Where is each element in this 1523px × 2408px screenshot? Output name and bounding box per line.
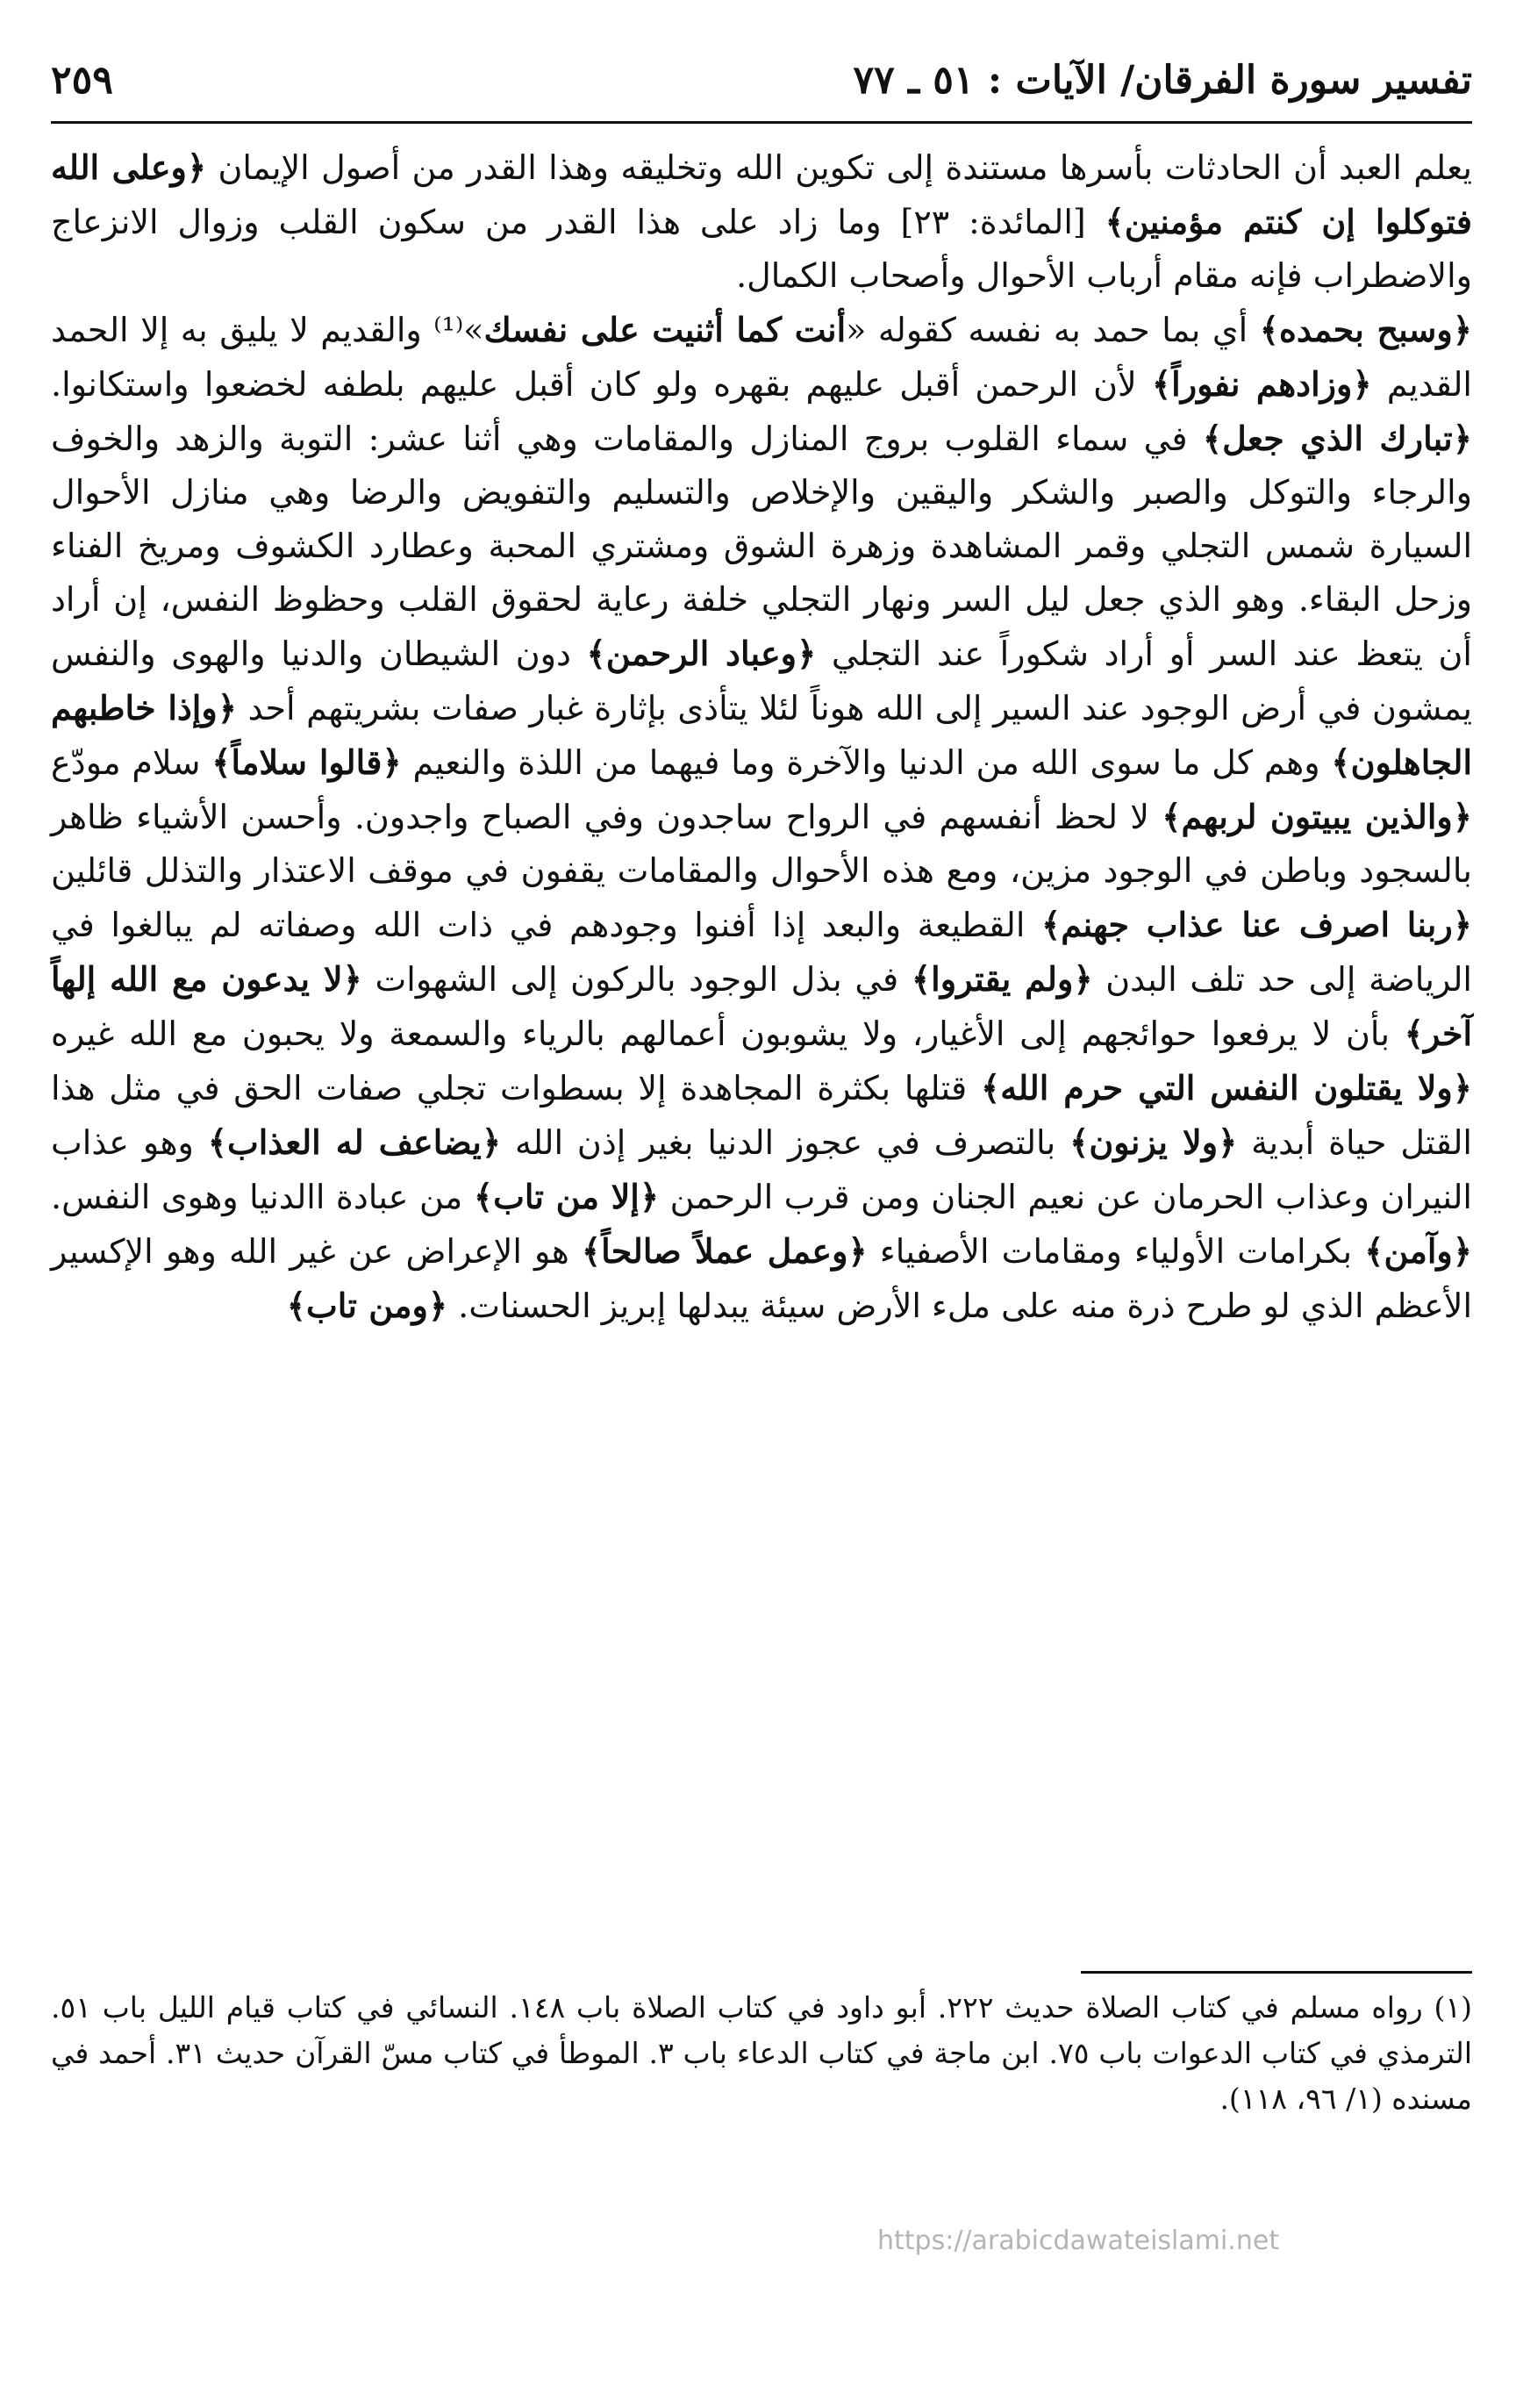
quran-verse: ﴿والذين يبيتون لربهم﴾: [1162, 797, 1472, 836]
text-run: في بذل الوجود بالركون إلى الشهوات: [361, 960, 912, 999]
text-run: في سماء القلوب بروج المنازل والمقامات وهي أثنا عشر: التوبة والزهد والخوف والرجاء والتوكل والصبر والشكر واليقين والإخلاص والتسليم والتفويض والرضا وهي منازل الأحوال السيارة شمس التجلي وقمر المشاهدة وزهرة الشوق ومشتري المحبة وعطارد الكشوف ومريخ الفناء وزحل البقاء. وهو الذي جعل ليل السر ونهار التجلي خلفة رعاية لحقوق القلب وحظوظ النفس، إن أراد أن يتعظ عند السر أو أراد شكوراً عند التجلي: [51, 419, 1472, 673]
text-run: لا لحظ أنفسهم في الرواح ساجدون وفي الصباح واجدون. وأحسن الأشياء ظاهر بالسجود وباطن في الوجود مزين، ومع هذه الأحوال والمقامات يقفون في موقف الاعتذار والتذلل قائلين: [51, 798, 1472, 890]
quran-verse: ﴿لا يدعون مع الله إلهاً آخر﴾: [51, 959, 1472, 1053]
footnote: (١) رواه مسلم في كتاب الصلاة حديث ٢٢٢. أبو داود في كتاب الصلاة باب ١٤٨. النسائي في كتاب قيام الليل باب ٥١. الترمذي في كتاب الدعوات باب ٧٥. ابن ماجة في كتاب الدعاء باب ٣. الموطأ في كتاب مسّ القرآن حديث ٣١. أحمد في مسنده (١/ ٩٦، ١١٨).: [51, 1990, 1473, 2116]
text-run: [المائدة: ٢٣] وما زاد على هذا القدر من سكون القلب وزوال الانزعاج والاضطراب فإنه مقام أرباب الأحوال وأصحاب الكمال.: [51, 203, 1472, 295]
quran-verse: ﴿ولا يقتلون النفس التي حرم الله﴾: [980, 1068, 1472, 1107]
quran-verse: ﴿ربنا اصرف عنا عذاب جهنم﴾: [1040, 905, 1472, 944]
page-number: ٢٥٩: [51, 58, 113, 103]
quran-verse: ﴿وإذا خاطبهم الجاهلون﴾: [51, 688, 1473, 782]
text-run: هو الإعراض عن غير الله وهو الإكسير الأعظم الذي لو طرح ذرة منه على ملء الأرض سيئة يبدلها إبريز الحسنات.: [51, 1232, 1472, 1325]
text-run: بالتصرف في عجوز الدنيا بغير إذن الله: [501, 1123, 1070, 1162]
running-title: تفسير سورة الفرقان/ الآيات : ٥١ ـ ٧٧: [853, 58, 1472, 103]
header-divider: [51, 121, 1472, 124]
text-run: بكرامات الأولياء ومقامات الأصفياء: [867, 1232, 1365, 1271]
text-run: لأن الرحمن أقبل عليهم بقهره ولو كان أقبل عليهم بلطفه لخضعوا واستكانوا.: [51, 365, 1152, 404]
text-run: وهم كل ما سوى الله من الدنيا والآخرة وما فيهما من اللذة والنعيم: [401, 743, 1332, 782]
text-run: أي بما حمد به نفسه كقوله «: [846, 311, 1260, 349]
quran-verse: ﴿تبارك الذي جعل﴾: [1202, 419, 1472, 458]
watermark-url: https://arabicdawateislami.net: [877, 2225, 1280, 2256]
text-run: يعلم العبد أن الحادثات بأسرها مستندة إلى تكوين الله وتخليقه وهذا القدر من أصول الإيمان: [206, 148, 1472, 187]
quran-verse: ﴿وعمل عملاً صالحاً﴾: [581, 1231, 868, 1271]
main-text: [51, 140, 1472, 1333]
text-run: بأن لا يرفعوا حوائجهم إلى الأغيار، ولا يشوبون أعمالهم بالرياء والسمعة ولا يحبون مع الله غيره: [51, 1014, 1405, 1053]
quran-verse: ﴿وعباد الرحمن﴾: [586, 634, 817, 673]
hadith-quote: أنت كما أثنيت على نفسك: [483, 310, 847, 349]
text-run: قتلها بكثرة المجاهدة إلا بسطوات تجلي صفات الحق في مثل هذا القتل حياة أبدية: [51, 1069, 1472, 1162]
quran-verse: ﴿إلا من تاب﴾: [473, 1177, 660, 1216]
quran-verse: ﴿قالوا سلاماً﴾: [211, 742, 402, 782]
text-run: دون الشيطان والدنيا والهوى والنفس يمشون في أرض الوجود عند السير إلى الله هوناً لئلا يتأذى بإثارة غبار صفات بشريتهم أحد: [51, 634, 1473, 727]
text-run: من عبادة االدنيا وهوى النفس.: [51, 1178, 474, 1216]
quran-verse: ﴿ولم يقتروا﴾: [911, 959, 1093, 999]
quran-verse: ﴿وزادهم نفوراً﴾: [1151, 364, 1372, 404]
quran-verse: ﴿ولا يزنون﴾: [1069, 1122, 1238, 1162]
text-run: وهو عذاب النيران وعذاب الحرمان عن نعيم الجنان ومن قرب الرحمن: [51, 1123, 1472, 1216]
page-header: [51, 54, 1472, 116]
quran-verse: ﴿وعلى الله فتوكلوا إن كنتم مؤمنين﴾: [51, 147, 1472, 241]
quran-verse: ﴿ومن تاب﴾: [286, 1286, 448, 1325]
text-run: »⁽¹⁾ والقديم لا يليق به إلا الحمد القديم: [51, 311, 1472, 404]
text-run: سلام مودّع: [51, 743, 212, 782]
text-run: القطيعة والبعد إذا أفنوا وجودهم في ذات الله وصفاته لم يبالغوا في الرياضة إلى حد تلف البدن: [51, 906, 1472, 999]
quran-verse: ﴿وسبح بحمده﴾: [1259, 310, 1472, 349]
quran-verse: ﴿وآمن﴾: [1364, 1231, 1472, 1271]
quran-verse: ﴿يضاعف له العذاب﴾: [207, 1122, 502, 1162]
footnote-divider: [1081, 1971, 1472, 1974]
